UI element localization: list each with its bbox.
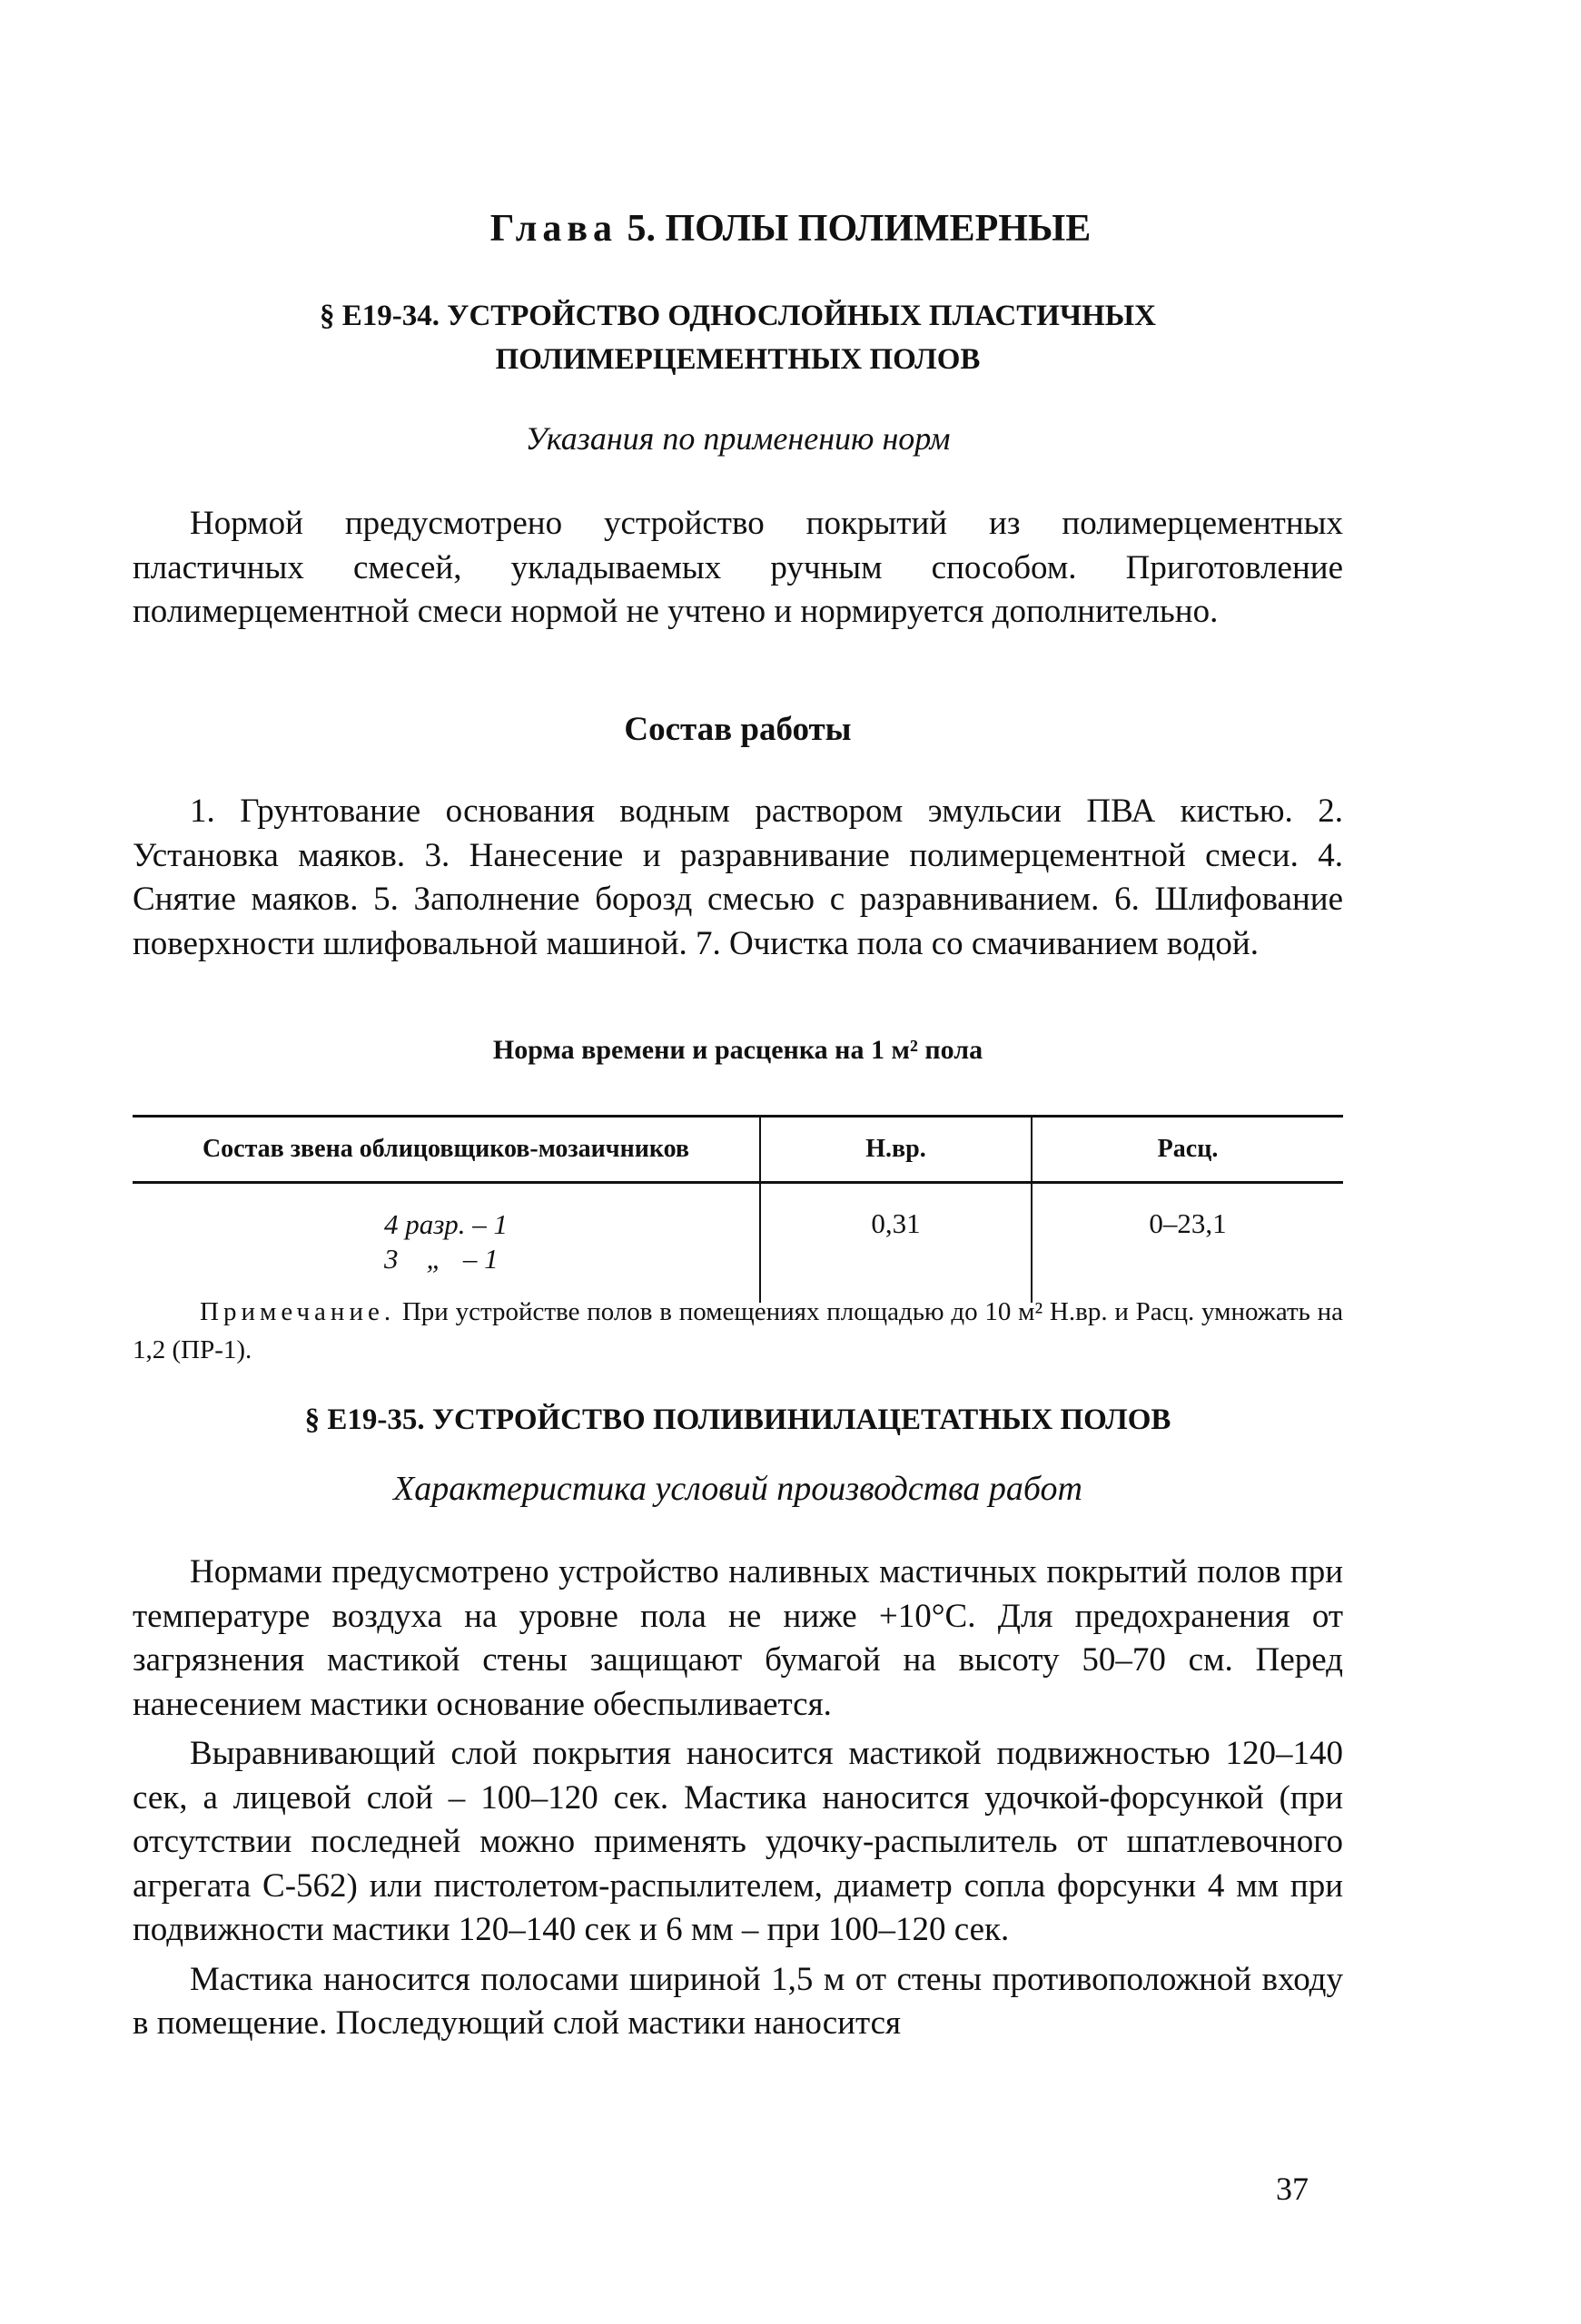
- table-cell-nvr: 0,31: [760, 1183, 1032, 1304]
- chapter-prefix: Глава: [489, 208, 618, 250]
- intro-paragraph: Нормой предусмотрено устройство покрытий из полимерцементных пластичных смесей, укладываемых ручным способом. Приготовление полимерцементной смеси нормой не учтено и нормируется дополнительно.: [133, 505, 1343, 630]
- chapter-name: 5. ПОЛЫ ПОЛИМЕРНЫЕ: [627, 208, 1092, 250]
- norm-table: [133, 1115, 1343, 1303]
- table-title: [133, 1035, 1343, 1066]
- table-row: [133, 1183, 1343, 1304]
- work-heading: Состав работы: [624, 711, 852, 748]
- table-title-text: Норма времени и расценка на 1 м² пола: [492, 1035, 983, 1065]
- table-note: [133, 1293, 1343, 1369]
- table-header-row: [133, 1117, 1343, 1183]
- section2-paragraph: Нормами предусмотрено устройство наливных мастичных покрытий полов при температуре воздуха на уровне пола не ниже +10°С. Для предохранения от загрязнения мастикой стены защищают бумагой на высоту 50–70 см. Перед нанесением мастики основание обеспыливается.: [133, 1553, 1343, 1723]
- chapter-title: [0, 207, 1581, 251]
- table-header-rasc: Расц.: [1032, 1117, 1343, 1183]
- work-composition-paragraph: 1. Грунтование основания водным раствором эмульсии ПВА кистью. 2. Установка маяков. 3. Нанесение и разравнивание полимерцементной смеси. 4. Снятие маяков. 5. Заполнение борозд смесью с разравниванием. 6. Шлифование поверхности шлифовальной машиной. 7. Очистка пола со смачиванием водой.: [133, 793, 1343, 962]
- table-cell-crew: [133, 1183, 760, 1304]
- section2-paragraph: Выравнивающий слой покрытия наносится мастикой подвижностью 120–140 сек, а лицевой слой – 100–120 сек. Мастика наносится удочкой-форсункой (при отсутствии последней можно применять удочку-распылитель от шпатлевочного агрегата С-562) или пистолетом-распылителем, диаметр сопла форсунки 4 мм при подвижности мастики 120–140 сек и 6 мм – при 100–120 сек.: [133, 1735, 1343, 1948]
- table-header-nvr: Н.вр.: [760, 1117, 1032, 1183]
- table-cell-rasc: 0–23,1: [1032, 1183, 1343, 1304]
- section-heading-e19-34: [133, 294, 1343, 381]
- crew-line: 3 „ – 1: [383, 1243, 499, 1275]
- table-header-crew: Состав звена облицовщиков-мозаичников: [133, 1117, 760, 1183]
- section-subtitle: Указания по применению норм: [525, 420, 951, 457]
- note-text: При устройстве полов в помещениях площадью до 10 м² Н.вр. и Расц. умножать на 1,2 (ПР-1).: [133, 1297, 1343, 1364]
- section2-body: [133, 1551, 1343, 2046]
- section2-subtitle: Характеристика условий производства работ: [393, 1470, 1082, 1508]
- crew-list: [384, 1207, 508, 1276]
- page-number: 37: [1276, 2171, 1309, 2207]
- section-heading-line2: ПОЛИМЕРЦЕМЕНТНЫХ ПОЛОВ: [495, 343, 981, 376]
- crew-line: 4 разр. – 1: [383, 1208, 509, 1240]
- section2-paragraph: Мастика наносится полосами шириной 1,5 м от стены противоположной входу в помещение. Последующий слой мастики наносится: [133, 1960, 1343, 2042]
- section-heading-line1: § Е19-34. УСТРОЙСТВО ОДНОСЛОЙНЫХ ПЛАСТИЧНЫХ: [319, 300, 1157, 332]
- section-heading-e19-35: § Е19-35. УСТРОЙСТВО ПОЛИВИНИЛАЦЕТАТНЫХ ПОЛОВ: [304, 1403, 1171, 1436]
- note-label: Примечание.: [200, 1297, 396, 1326]
